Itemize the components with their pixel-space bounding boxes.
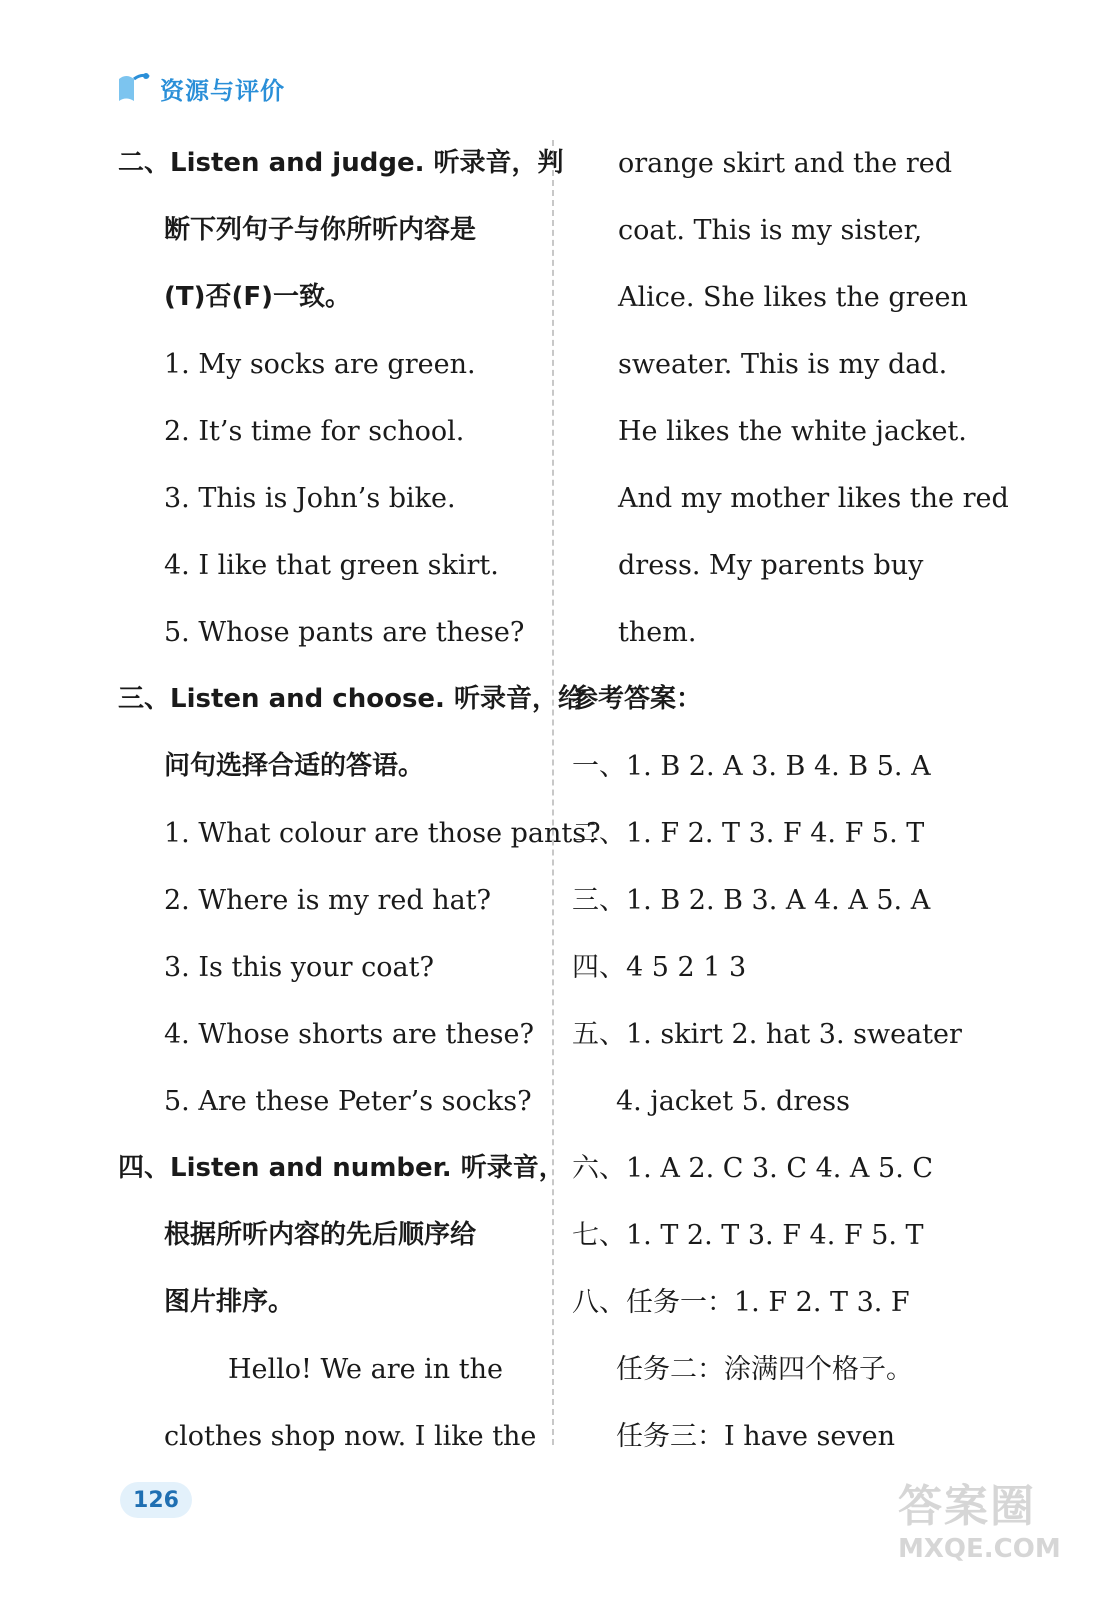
book-logo-icon — [116, 71, 154, 105]
answers-title: 参考答案： — [572, 684, 703, 714]
list-item: 1. My socks are green. — [164, 349, 476, 380]
page-number: 126 — [120, 1482, 192, 1518]
watermark-logo — [898, 1470, 1068, 1570]
answer-row: 七、1. T 2. T 3. F 4. F 5. T — [572, 1220, 924, 1251]
answer-row: 任务二：涂满四个格子。 — [616, 1354, 913, 1385]
answer-row: 八、任务一：1. F 2. T 3. F — [572, 1287, 910, 1318]
section-4-heading-cont: 图片排序。 — [164, 1287, 295, 1317]
list-item: 3. Is this your coat? — [164, 952, 434, 983]
answer-row: 三、1. B 2. B 3. A 4. A 5. A — [572, 885, 931, 916]
passage-line: clothes shop now. I like the — [164, 1421, 537, 1452]
answer-row: 一、1. B 2. A 3. B 4. B 5. A — [572, 751, 931, 782]
section-2-heading-cont: 断下列句子与你所听内容是 — [164, 215, 477, 245]
answer-row: 二、1. F 2. T 3. F 4. F 5. T — [572, 818, 925, 849]
answer-row: 任务三：I have seven — [616, 1421, 896, 1452]
section-4-heading: 四、Listen and number. 听录音， — [118, 1153, 565, 1183]
answer-row: 五、1. skirt 2. hat 3. sweater — [572, 1019, 962, 1050]
column-divider — [552, 140, 554, 1445]
list-item: 2. It’s time for school. — [164, 416, 465, 447]
list-item: 2. Where is my red hat? — [164, 885, 492, 916]
list-item: 5. Are these Peter’s socks? — [164, 1086, 532, 1117]
watermark-bottom: MXQE.COM — [898, 1534, 1061, 1564]
passage-line: coat. This is my sister, — [618, 215, 923, 246]
passage-line: Alice. She likes the green — [618, 282, 968, 313]
list-item: 4. Whose shorts are these? — [164, 1019, 534, 1050]
passage-line: And my mother likes the red — [618, 483, 1009, 514]
passage-line: sweater. This is my dad. — [618, 349, 948, 380]
page-header — [116, 68, 285, 108]
section-2-heading-cont: (T)否(F)一致。 — [164, 282, 352, 312]
passage-line: orange skirt and the red — [618, 148, 953, 179]
section-2-heading: 二、Listen and judge. 听录音，判 — [118, 148, 564, 178]
passage-line: He likes the white jacket. — [618, 416, 967, 447]
header-title: 资源与评价 — [160, 76, 285, 105]
section-3-heading-cont: 问句选择合适的答语。 — [164, 751, 425, 781]
right-column — [572, 130, 1009, 1470]
list-item: 4. I like that green skirt. — [164, 550, 499, 581]
watermark-top: 答案圈 — [898, 1481, 1036, 1532]
answer-row: 4. jacket 5. dress — [616, 1086, 850, 1117]
left-column — [118, 130, 601, 1470]
passage-line: dress. My parents buy — [618, 550, 924, 581]
section-4-heading-cont: 根据所听内容的先后顺序给 — [164, 1220, 477, 1250]
passage-line: them. — [618, 617, 697, 648]
list-item: 1. What colour are those pants? — [164, 818, 601, 849]
answer-row: 六、1. A 2. C 3. C 4. A 5. C — [572, 1153, 934, 1184]
answer-row: 四、4 5 2 1 3 — [572, 952, 747, 983]
section-3-heading: 三、Listen and choose. 听录音，给 — [118, 684, 584, 714]
list-item: 3. This is John’s bike. — [164, 483, 456, 514]
list-item: 5. Whose pants are these? — [164, 617, 525, 648]
passage-line: Hello! We are in the — [228, 1354, 503, 1385]
